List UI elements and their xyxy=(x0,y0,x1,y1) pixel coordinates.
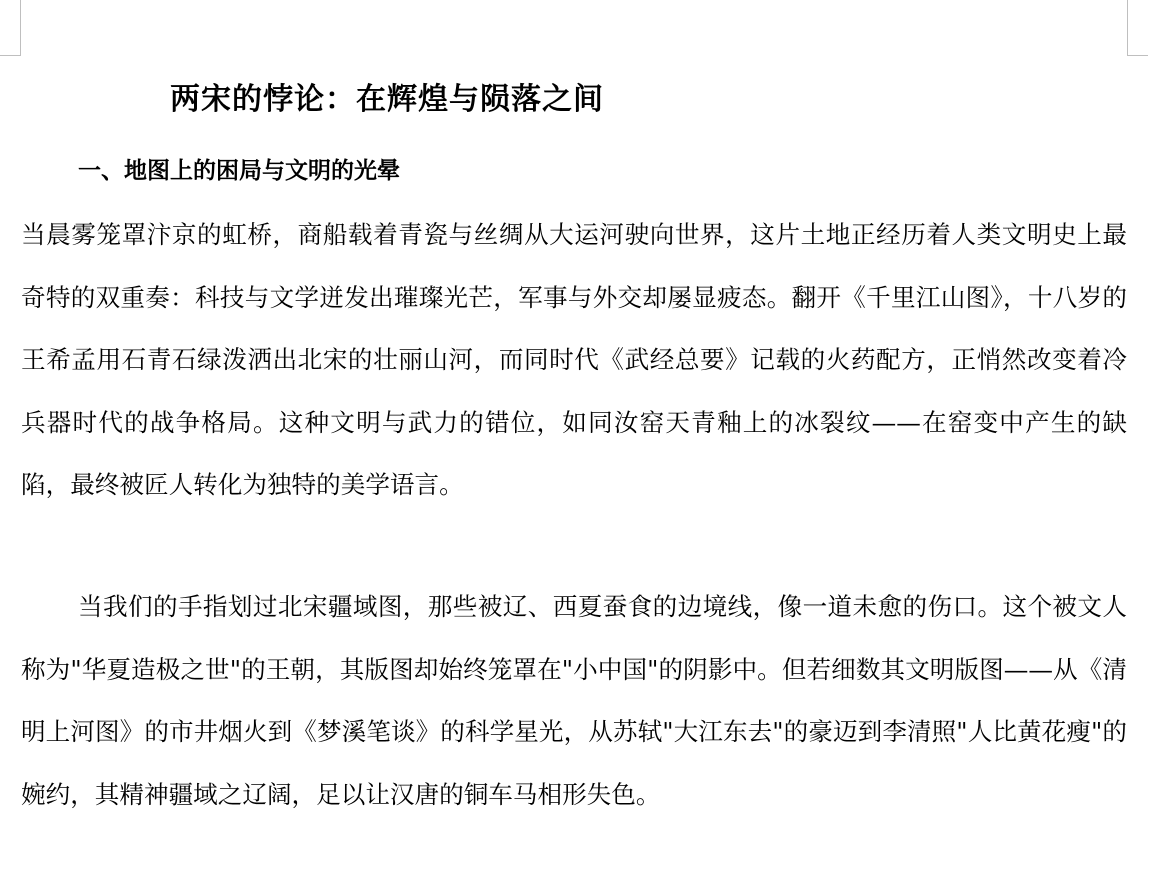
body-paragraph-2: 当我们的手指划过北宋疆域图，那些被辽、西夏蚕食的边境线，像一道未愈的伤口。这个被文人称为"华夏造极之世"的王朝，其版图却始终笼罩在"小中国"的阴影中。但若细数其文明版图——从《清明上河图》的市井烟火到《梦溪笔谈》的科学星光，从苏轼"大江东去"的豪迈到李清照"人比黄花瘦"的婉约，其精神疆域之辽阔，足以让汉唐的铜车马相形失色。 xyxy=(21,592,1127,809)
section-heading: 一、地图上的困局与文明的光晕 xyxy=(78,157,400,184)
page-corner-mark-right xyxy=(1127,0,1148,56)
page-corner-mark-left xyxy=(0,0,21,56)
document-title: 两宋的悖论：在辉煌与陨落之间 xyxy=(170,82,604,117)
body-paragraph-1: 当晨雾笼罩汴京的虹桥，商船载着青瓷与丝绸从大运河驶向世界，这片土地正经历着人类文明史上最奇特的双重奏：科技与文学迸发出璀璨光芒，军事与外交却屡显疲态。翻开《千里江山图》，十八岁的王希孟用石青石绿泼洒出北宋的壮丽山河，而同时代《武经总要》记载的火药配方，正悄然改变着冷兵器时代的战争格局。这种文明与武力的错位，如同汝窑天青釉上的冰裂纹——在窑变中产生的缺陷，最终被匠人转化为独特的美学语言。 xyxy=(21,220,1127,499)
